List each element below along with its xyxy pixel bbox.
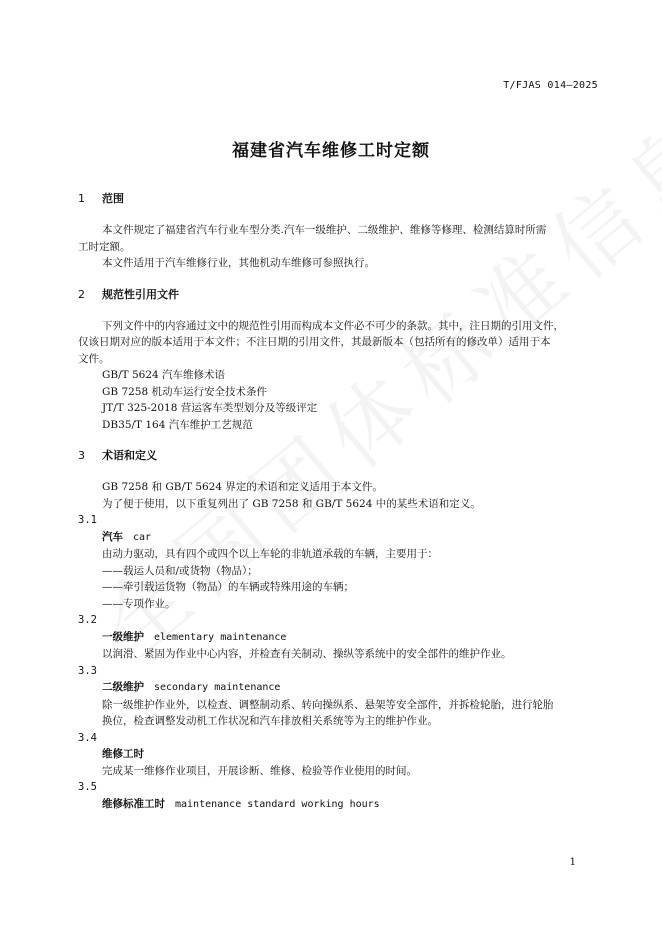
paragraph: 下列文件中的内容通过文中的规范性引用而构成本文件必不可少的条款。其中，注日期的引用文件， (102, 319, 564, 332)
section-number: 3 (78, 449, 85, 462)
term-en: car (133, 531, 152, 543)
reference-item: DB35/T 164 汽车维护工艺规范 (102, 418, 253, 431)
definition-line: ——载运人员和/或货物（物品）； (102, 564, 258, 577)
paragraph-continuation: 仅该日期对应的版本适用于本文件；不注日期的引用文件，其最新版本（包括所有的修改单）适用于本 (78, 336, 551, 348)
section-number: 2 (78, 287, 85, 301)
paragraph: GB 7258 和 GB/T 5624 界定的术语和定义适用于本文件。 (102, 481, 383, 493)
section-heading-terms-definitions (78, 447, 604, 465)
term-zh: 二级维护 (102, 681, 144, 693)
term-number: 3.4 (78, 731, 97, 744)
definition-line: ——牵引载运货物（物品）的车辆或特殊用途的车辆； (102, 581, 354, 593)
document-body (78, 190, 604, 813)
definition-line: 以润滑、紧固为作业中心内容，并检查有关制动、操纵等系统中的安全部件的维护作业。 (102, 648, 512, 660)
document-title: 福建省汽车维修工时定额 (232, 141, 430, 161)
term-en: maintenance standard working hours (175, 798, 380, 810)
definition-line: 完成某一维修作业项目，开展诊断、维修、检验等作业使用的时间。 (102, 764, 417, 777)
term-en: elementary maintenance (154, 631, 287, 643)
paragraph-continuation: 工时定额。 (78, 240, 131, 253)
definition-line: 换位，检查调整发动机工作状况和汽车排放相关系统等为主的维护作业。 (102, 715, 438, 727)
term-entry (78, 629, 604, 647)
document-code: T/FJAS 014—2025 (503, 80, 598, 91)
term-number: 3.1 (78, 514, 97, 526)
reference-item: GB 7258 机动车运行安全技术条件 (102, 385, 268, 398)
section-title: 范围 (102, 192, 124, 205)
reference-item: JT/T 325-2018 营运客车类型划分及等级评定 (102, 402, 318, 414)
term-zh: 汽车 (102, 530, 123, 543)
term-number: 3.5 (78, 781, 97, 793)
paragraph-continuation: 文件。 (78, 352, 110, 365)
term-zh: 维修工时 (102, 748, 144, 760)
section-title: 术语和定义 (102, 449, 157, 462)
term-en: secondary maintenance (154, 682, 281, 693)
paragraph: 本文件适用于汽车维修行业，其他机动车维修可参照执行。 (102, 257, 375, 269)
section-heading-normative-references (78, 286, 604, 304)
definition-line: ——专项作业。 (102, 597, 176, 610)
section-title: 规范性引用文件 (102, 287, 179, 301)
term-entry (78, 746, 604, 763)
term-number: 3.3 (78, 664, 97, 677)
page-number: 1 (569, 857, 576, 868)
section-heading-scope (78, 190, 604, 208)
term-number: 3.2 (78, 614, 97, 626)
term-entry (78, 679, 604, 697)
definition-line: 除一级维护作业外，以检查、调整制动系、转向操纵系、悬架等安全部件，并拆检轮胎，进行轮胎 (102, 698, 554, 711)
paragraph: 为了便于使用，以下重复列出了 GB 7258 和 GB/T 5624 中的某些术语和定义。 (102, 497, 481, 510)
section-number: 1 (78, 192, 85, 205)
term-entry (78, 529, 604, 547)
term-zh: 一级维护 (102, 630, 144, 643)
term-zh: 维修标准工时 (102, 797, 165, 810)
term-entry (78, 796, 604, 814)
definition-line: 由动力驱动，具有四个或四个以上车轮的非轨道承载的车辆，主要用于： (102, 548, 438, 560)
reference-item: GB/T 5624 汽车维修术语 (102, 369, 226, 381)
paragraph: 本文件规定了福建省汽车行业车型分类.汽车一级维护、二级维护、维修等修理、检测结算时所需 (102, 224, 547, 236)
